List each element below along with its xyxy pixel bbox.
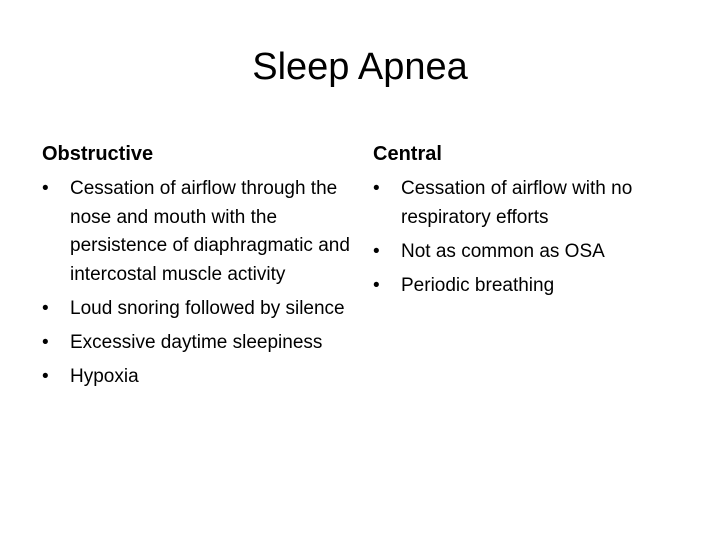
bullet-icon: • bbox=[373, 240, 380, 262]
bullet-item bbox=[373, 272, 693, 301]
bullet-icon: • bbox=[42, 297, 49, 319]
bullet-icon: • bbox=[42, 331, 49, 353]
bullet-icon: • bbox=[42, 178, 49, 199]
bullet-item bbox=[42, 363, 354, 392]
bullet-text: Cessation of airflow through the nose and mouth with the persistence of diaphragmatic and intercostal muscle activity bbox=[70, 178, 350, 285]
bullet-text: Loud snoring followed by silence bbox=[70, 297, 345, 319]
obstructive-heading: Obstructive bbox=[42, 143, 154, 165]
bullet-text: Not as common as OSA bbox=[401, 240, 605, 262]
bullet-icon: • bbox=[42, 366, 49, 388]
bullet-item bbox=[373, 238, 693, 267]
bullet-item bbox=[373, 175, 693, 232]
bullet-text: Excessive daytime sleepiness bbox=[70, 331, 323, 353]
bullet-text: Hypoxia bbox=[70, 366, 139, 388]
central-heading: Central bbox=[373, 143, 442, 165]
bullet-text: Periodic breathing bbox=[401, 274, 555, 296]
bullet-text: Cessation of airflow with no respiratory efforts bbox=[401, 178, 633, 228]
central-bullet-list bbox=[373, 175, 693, 300]
bullet-icon: • bbox=[373, 274, 380, 296]
bullet-item bbox=[42, 175, 354, 289]
central-column bbox=[373, 139, 693, 306]
bullet-icon: • bbox=[373, 178, 380, 199]
bullet-item bbox=[42, 329, 354, 358]
bullet-item bbox=[42, 295, 354, 324]
obstructive-column bbox=[42, 139, 354, 397]
obstructive-bullet-list bbox=[42, 175, 354, 392]
slide-title: Sleep Apnea bbox=[252, 46, 468, 88]
